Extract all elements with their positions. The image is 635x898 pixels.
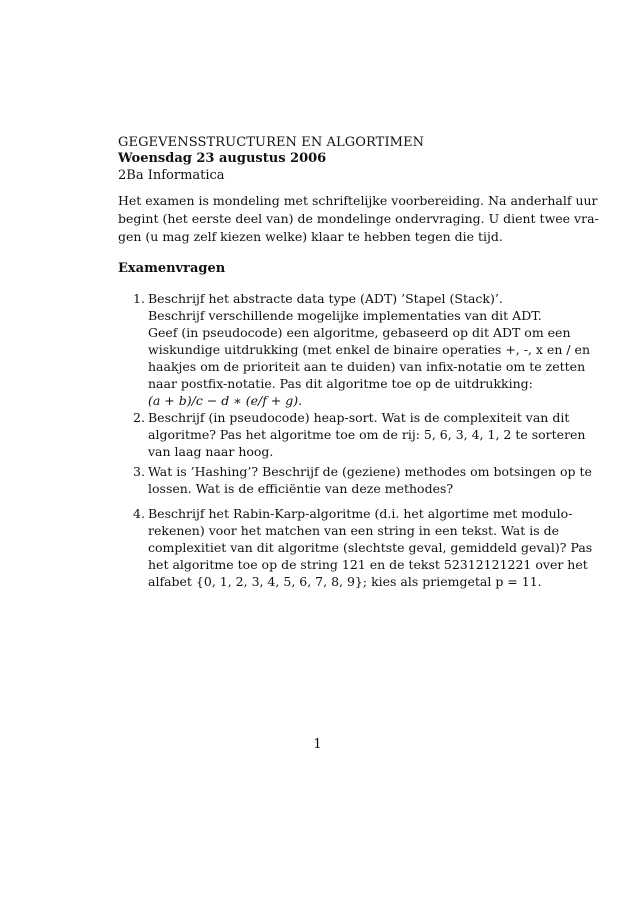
question-line: haakjes om de prioriteit aan te duiden) van infix-notatie om te zetten — [148, 359, 586, 374]
question-line: Wat is ’Hashing’? Beschrijf de (geziene) methodes om botsingen op te — [148, 464, 592, 479]
question-number: 1. — [133, 291, 145, 306]
question-line: algoritme? Pas het algoritme toe om de rij: 5, 6, 3, 4, 1, 2 te sorteren — [148, 427, 586, 442]
question-line: van laag naar hoog. — [148, 444, 274, 459]
question-line: Beschrijf het Rabin-Karp-algoritme (d.i. het algortime met modulo- — [148, 506, 573, 521]
intro-line: begint (het eerste deel van) de mondelinge ondervraging. U dient twee vra- — [118, 211, 599, 226]
question-line: het algoritme toe op de string 121 en de tekst 52312121221 over het — [148, 557, 588, 572]
question-line: complexitiet van dit algoritme (slechtste geval, gemiddeld geval)? Pas — [148, 540, 593, 555]
intro-line: gen (u mag zelf kiezen welke) klaar te hebben tegen die tijd. — [118, 229, 503, 244]
question-body — [148, 505, 593, 590]
intro-paragraph — [118, 192, 599, 246]
question-line: wiskundige uitdrukking (met enkel de binaire operaties +, -, x en / en — [148, 342, 590, 357]
question-line: lossen. Wat is de efficiëntie van deze methodes? — [148, 481, 454, 496]
program-name: 2Ba Informatica — [118, 168, 225, 183]
question-line: Geef (in pseudocode) een algoritme, gebaseerd op dit ADT om een — [148, 325, 571, 340]
question-line: Beschrijf verschillende mogelijke implementaties van dit ADT. — [148, 308, 542, 323]
question-body — [148, 463, 592, 497]
course-title: GEGEVENSSTRUCTUREN EN ALGORTIMEN — [118, 135, 425, 150]
question-body — [148, 409, 586, 460]
question-body — [148, 290, 590, 409]
question-line: alfabet {0, 1, 2, 3, 4, 5, 6, 7, 8, 9}; kies als priemgetal p = 11. — [148, 574, 542, 589]
section-heading: Examenvragen — [118, 261, 226, 276]
page-number: 1 — [313, 737, 322, 752]
question-number: 3. — [133, 464, 145, 479]
intro-line: Het examen is mondeling met schriftelijke voorbereiding. Na anderhalf uur — [118, 193, 598, 208]
question-formula: (a + b)/c − d ∗ (e/f + g). — [148, 393, 303, 408]
question-line: Beschrijf het abstracte data type (ADT) ’Stapel (Stack)’. — [148, 291, 503, 306]
question-number: 4. — [133, 506, 145, 521]
exam-date: Woensdag 23 augustus 2006 — [118, 151, 327, 166]
question-number: 2. — [133, 410, 145, 425]
question-line: Beschrijf (in pseudocode) heap-sort. Wat is de complexiteit van dit — [148, 410, 570, 425]
question-line: naar postfix-notatie. Pas dit algoritme toe op de uitdrukking: — [148, 376, 533, 391]
exam-header — [118, 135, 538, 184]
question-line: rekenen) voor het matchen van een string in een tekst. Wat is de — [148, 523, 560, 538]
